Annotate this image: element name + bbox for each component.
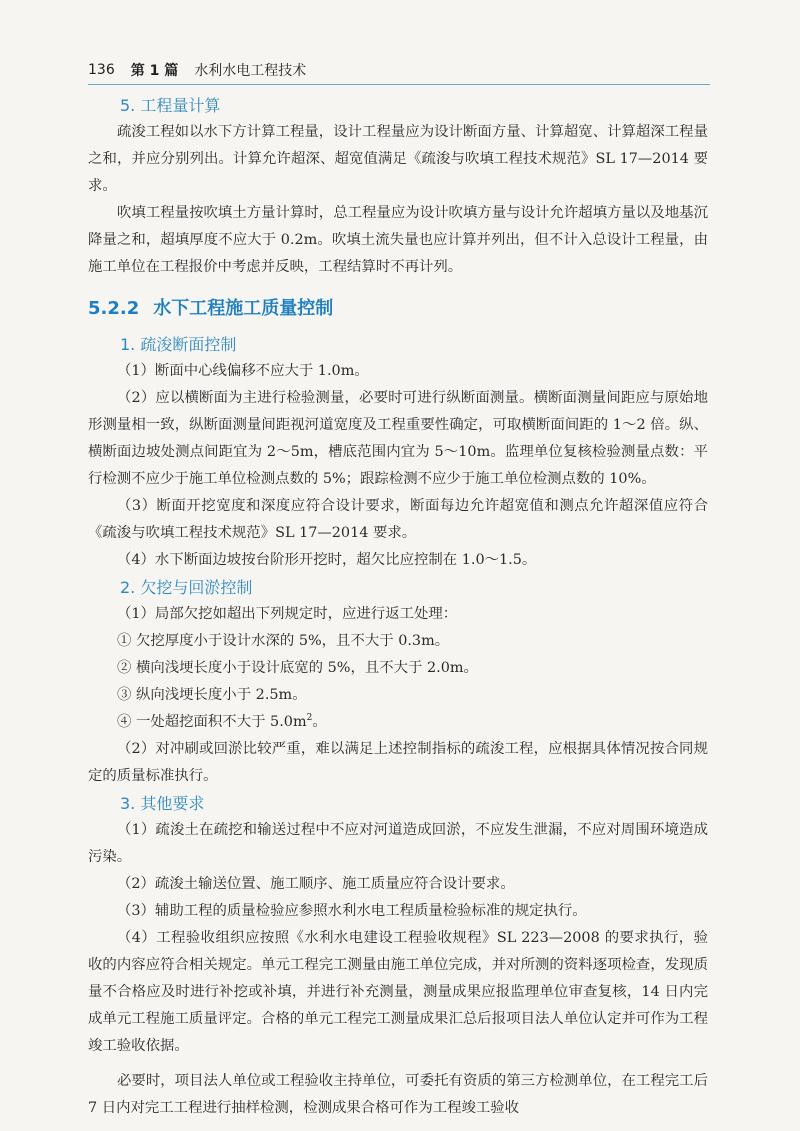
paragraph: 必要时，项目法人单位或工程验收主持单位，可委托有资质的第三方检测单位，在工程完工后 7 日内对完工工程进行抽样检测，检测成果合格可作为工程竣工验收 [88,1073,708,1116]
paragraph: 吹填工程量按吹填土方量计算时，总工程量应为设计吹填方量与设计允许超填方量以及地基沉降量之和，超填厚度不应大于 0.2m。吹填土流失量也应计算并列出，但不计入总设计工程量，由施工单位在工程报价中考虑并反映，工程结算时不再计列。 [88,205,708,275]
sub-item: ② 横向浅埂长度小于设计底宽的 5%，且不大于 2.0m。 [117,660,478,676]
heading-underexcavation: 2. 欠挖与回淤控制 [120,578,253,597]
heading-section-control: 1. 疏浚断面控制 [120,335,237,354]
paragraph: 疏浚工程如以水下方计算工程量，设计工程量应为设计断面方量、计算超宽、计算超深工程量之和，并应分别列出。计算允许超深、超宽值满足《疏浚与吹填工程技术规范》SL 17—2014 要求。 [88,124,708,194]
list-item: （3）断面开挖宽度和深度应符合设计要求，断面每边允许超宽值和测点允许超深值应符合《疏浚与吹填工程技术规范》SL 17—2014 要求。 [88,498,708,541]
part-label: 第 1 篇 [130,63,179,79]
list-item: （3）辅助工程的质量检验应参照水利水电工程质量检验标准的规定执行。 [117,903,587,919]
sub-item [88,709,708,736]
list-item: （4）工程验收组织应按照《水利水电建设工程验收规程》SL 223—2008 的要求执行，验收的内容应符合相关规定。单元工程完工测量由施工单位完成，并对所测的资料逐项检查，发现质量不合格应及时进行补挖或补填，并进行补充测量，测量成果应报监理单位审查复核，14 日内完成单元工程施工质量评定。合格的单元工程完工测量成果汇总后报项目法人单位认定并可作为工程竣工验收依据。 [88,930,708,1054]
section-heading-522 [88,295,708,323]
list-item: （2）对冲刷或回淤比较严重，难以满足上述控制指标的疏浚工程，应根据具体情况按合同规定的质量标准执行。 [88,741,708,784]
list-item: （1）局部欠挖如超出下列规定时，应进行返工处理： [117,606,458,622]
list-item: （4）水下断面边坡按台阶形开挖时，超欠比应控制在 1.0～1.5。 [117,552,537,568]
page-body [88,92,708,1122]
section-title: 水下工程施工质量控制 [153,298,334,319]
sub-item-text: ④ 一处超挖面积不大于 5.0m [117,714,307,730]
part-title: 水利水电工程技术 [194,63,307,79]
heading-quantity-calc: 5. 工程量计算 [120,96,221,115]
section-number: 5.2.2 [88,298,140,319]
running-header [88,56,710,84]
header-divider [88,84,710,85]
list-item: （2）疏浚土输送位置、施工顺序、施工质量应符合设计要求。 [117,876,515,892]
list-item: （1）断面中心线偏移不应大于 1.0m。 [117,363,369,379]
heading-other-requirements: 3. 其他要求 [120,794,205,813]
sub-item: ① 欠挖厚度小于设计水深的 5%，且不大于 0.3m。 [117,633,450,649]
page-number: 136 [88,62,115,78]
sub-item-end: 。 [312,714,327,730]
superscript: 2 [306,713,313,724]
sub-item: ③ 纵向浅埂长度小于 2.5m。 [117,687,307,703]
list-item: （1）疏浚土在疏挖和输送过程中不应对河道造成回淤，不应发生泄漏，不应对周围环境造成污染。 [88,822,708,865]
list-item: （2）应以横断面为主进行检验测量，必要时可进行纵断面测量。横断面测量间距应与原始地形测量相一致，纵断面测量间距视河道宽度及工程重要性确定，可取横断面间距的 1～2 倍。纵、横断面边坡处测点间距宜为 2～5m，槽底范围内宜为 5～10m。监理单位复核检验测量点数：平行检测不应少于施工单位检测点数的 5%；跟踪检测不应少于施工单位检测点数的 10%。 [88,390,708,487]
